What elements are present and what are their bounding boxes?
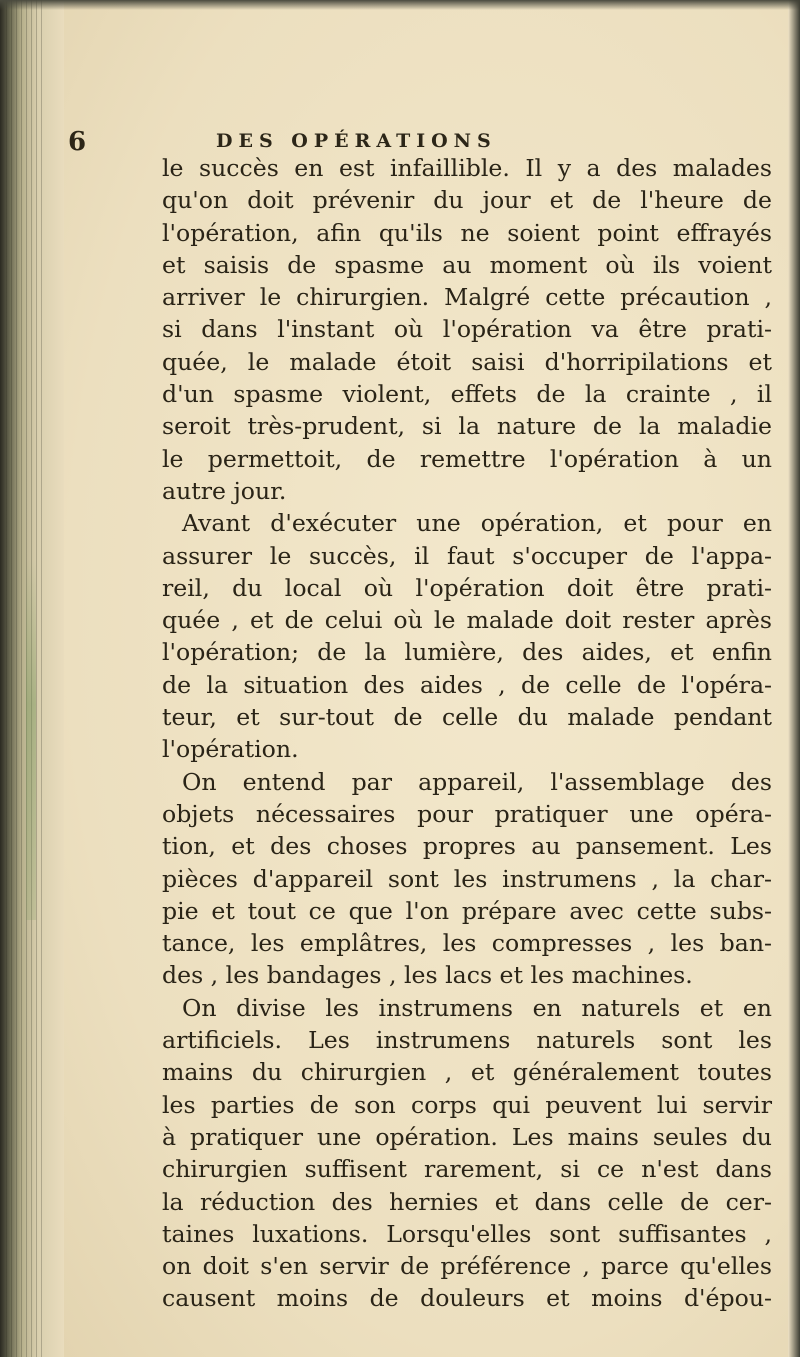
- text-line: quée, le malade étoit saisi d'horripilations et: [162, 347, 772, 376]
- text-line: autre jour.: [162, 476, 287, 505]
- paragraph-start-line: On entend par appareil, l'assemblage des: [182, 767, 772, 796]
- text-line: teur, et sur-tout de celle du malade pendant: [162, 703, 772, 732]
- text-line: si dans l'instant où l'opération va être prati-: [162, 315, 772, 344]
- text-line: la réduction des hernies et dans celle de cer-: [162, 1187, 772, 1216]
- text-line: l'opération; de la lumière, des aides, et enfin: [162, 638, 772, 667]
- text-line: mains du chirurgien , et généralement toutes: [162, 1058, 772, 1087]
- top-shadow: [0, 0, 800, 10]
- paragraph-start-line: Avant d'exécuter une opération, et pour en: [182, 509, 772, 538]
- text-line: l'opération, afin qu'ils ne soient point effrayés: [162, 218, 772, 247]
- page-stain: [26, 560, 36, 920]
- text-line: d'un spasme violent, effets de la crainte , il: [162, 380, 772, 409]
- text-line: le permettoit, de remettre l'opération à un: [162, 444, 772, 473]
- text-line: arriver le chirurgien. Malgré cette précaution ,: [162, 283, 772, 312]
- text-line: tance, les emplâtres, les compresses , les ban-: [162, 929, 772, 958]
- text-line: et saisis de spasme au moment où ils voient: [162, 250, 772, 279]
- text-line: seroit très-prudent, si la nature de la maladie: [162, 412, 772, 441]
- text-line: on doit s'en servir de préférence , parce qu'elles: [162, 1252, 772, 1281]
- text-line: pie et tout ce que l'on prépare avec cette subs-: [162, 896, 772, 925]
- text-line: qu'on doit prévenir du jour et de l'heure de: [162, 186, 772, 215]
- text-line: reil, du local où l'opération doit être prati-: [162, 573, 772, 602]
- text-line: des , les bandages , les lacs et les machines.: [162, 961, 693, 990]
- text-line: quée , et de celui où le malade doit rester après: [162, 606, 772, 635]
- text-line: tion, et des choses propres au pansement. Les: [162, 832, 772, 861]
- paragraph-start-line: On divise les instrumens en naturels et en: [182, 993, 772, 1022]
- text-line: pièces d'appareil sont les instrumens , la char-: [162, 864, 772, 893]
- text-line: le succès en est infaillible. Il y a des malades: [162, 154, 772, 182]
- text-line: à pratiquer une opération. Les mains seules du: [162, 1122, 772, 1151]
- text-line: artificiels. Les instrumens naturels sont les: [162, 1026, 772, 1055]
- text-line: l'opération.: [162, 735, 299, 764]
- text-line: taines luxations. Lorsqu'elles sont suffisantes ,: [162, 1219, 772, 1248]
- text-line: chirurgien suffisent rarement, si ce n'est dans: [162, 1155, 772, 1184]
- text-line: de la situation des aides , de celle de l'opéra-: [162, 670, 772, 699]
- body-text: [162, 152, 772, 1315]
- page-number: 6: [68, 127, 87, 157]
- text-line: causent moins de douleurs et moins d'épou-: [162, 1284, 772, 1313]
- text-line: assurer le succès, il faut s'occuper de l'appa-: [162, 541, 772, 570]
- right-shadow: [788, 0, 800, 1357]
- text-line: objets nécessaires pour pratiquer une opéra-: [162, 799, 772, 828]
- running-header: DES OPÉRATIONS: [216, 130, 497, 152]
- text-line: les parties de son corps qui peuvent lui servir: [162, 1090, 772, 1119]
